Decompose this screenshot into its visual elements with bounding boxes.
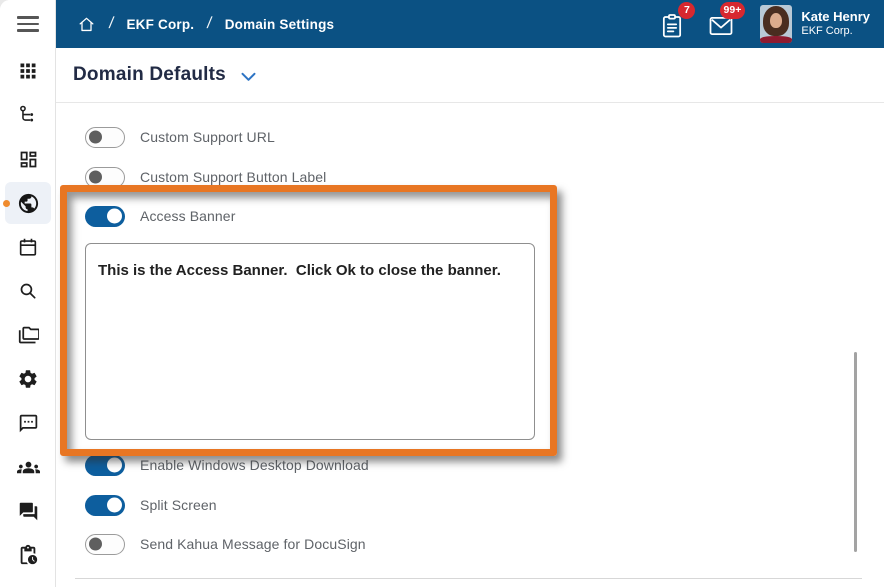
sidebar-item-domain[interactable] <box>0 181 56 225</box>
split-screen-toggle[interactable] <box>85 495 125 516</box>
sidebar-item-folders[interactable] <box>0 313 56 357</box>
user-org: EKF Corp. <box>801 25 853 38</box>
apps-icon <box>18 61 38 81</box>
sidebar-item-apps[interactable] <box>0 49 56 93</box>
topbar <box>56 0 884 48</box>
breadcrumb-domain-settings: Domain Settings <box>224 16 335 32</box>
search-icon <box>17 280 39 302</box>
page-header <box>56 48 884 103</box>
breadcrumb-home[interactable] <box>77 15 96 34</box>
user-avatar[interactable] <box>760 5 792 43</box>
tasks-button[interactable] <box>658 3 690 45</box>
setting-row-custom-support-url <box>85 126 275 148</box>
sidebar-item-forum[interactable] <box>0 489 56 533</box>
breadcrumb-ekf-corp[interactable]: EKF Corp. <box>126 16 195 32</box>
sidebar-nav <box>0 49 56 577</box>
tasks-badge: 7 <box>678 2 695 19</box>
custom-support-button-label-toggle[interactable] <box>85 167 125 188</box>
custom-support-url-label: Custom Support URL <box>140 129 275 145</box>
setting-row-split-screen <box>85 494 217 516</box>
send-kahua-message-docusign-toggle[interactable] <box>85 534 125 555</box>
sidebar-item-search[interactable] <box>0 269 56 313</box>
messages-badge: 99+ <box>720 2 746 19</box>
chat-icon <box>18 413 39 434</box>
sidebar-item-calendar[interactable] <box>0 225 56 269</box>
messages-button[interactable] <box>706 3 742 45</box>
menu-hamburger-icon[interactable] <box>17 13 39 35</box>
send-kahua-message-docusign-label: Send Kahua Message for DocuSign <box>140 536 366 552</box>
setting-row-custom-support-button-label <box>85 166 326 188</box>
access-banner-text-input[interactable]: This is the Access Banner. Click Ok to close the banner. <box>85 243 535 440</box>
home-icon <box>77 15 96 34</box>
section-divider <box>75 578 862 579</box>
breadcrumb-separator: / <box>206 15 213 32</box>
custom-support-url-toggle[interactable] <box>85 127 125 148</box>
pending-tasks-icon <box>17 544 39 566</box>
access-banner-toggle[interactable] <box>85 206 125 227</box>
sidebar-item-messages[interactable] <box>0 401 56 445</box>
dashboard-icon <box>18 149 39 170</box>
vertical-scrollbar-thumb[interactable] <box>854 352 857 552</box>
page-title: Domain Defaults <box>73 64 226 85</box>
calendar-icon <box>17 236 39 258</box>
custom-support-button-label-label: Custom Support Button Label <box>140 169 327 185</box>
globe-icon <box>17 192 40 215</box>
enable-windows-desktop-download-label: Enable Windows Desktop Download <box>140 457 369 473</box>
setting-row-windows-desktop-download <box>85 454 369 476</box>
folders-icon <box>18 325 39 346</box>
forum-icon <box>18 501 39 522</box>
sidebar-item-pending-tasks[interactable] <box>0 533 56 577</box>
settings-gear-icon <box>17 368 39 390</box>
setting-row-docusign-message <box>85 533 366 555</box>
access-banner-label: Access Banner <box>140 208 236 224</box>
sidebar-item-org-tree[interactable] <box>0 93 56 137</box>
selected-indicator-dot <box>3 200 10 207</box>
user-menu[interactable] <box>801 9 870 39</box>
user-name: Kate Henry <box>801 9 870 24</box>
split-screen-label: Split Screen <box>140 497 217 513</box>
sidebar-item-settings[interactable] <box>0 357 56 401</box>
org-tree-icon <box>17 104 39 126</box>
setting-row-access-banner <box>85 205 235 227</box>
breadcrumb-separator: / <box>107 15 115 32</box>
chevron-down-icon[interactable] <box>241 72 256 82</box>
sidebar <box>0 0 56 587</box>
sidebar-item-people[interactable] <box>0 445 56 489</box>
people-icon <box>17 456 40 479</box>
enable-windows-desktop-download-toggle[interactable] <box>85 455 125 476</box>
sidebar-item-dashboard[interactable] <box>0 137 56 181</box>
